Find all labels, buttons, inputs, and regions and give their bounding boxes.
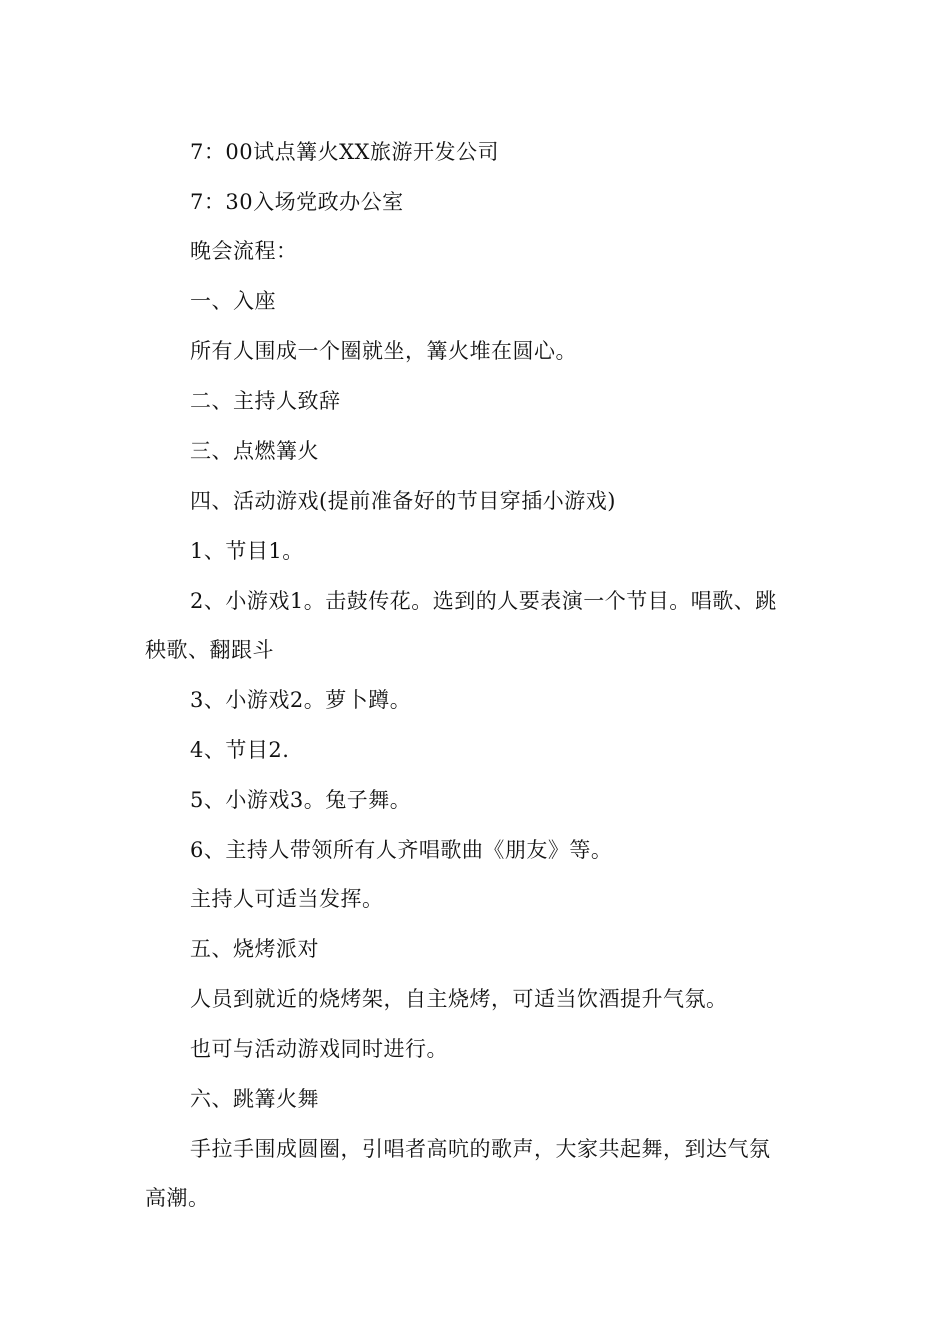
paragraph: 也可与活动游戏同时进行。 — [190, 1037, 448, 1061]
list-item: 3、小游戏2。萝卜蹲。 — [190, 688, 412, 712]
step-heading-1: 一、入座 — [190, 289, 276, 313]
paragraph: 主持人可适当发挥。 — [190, 887, 384, 911]
step-heading-6: 六、跳篝火舞 — [190, 1087, 319, 1111]
list-item-continuation: 秧歌、翻跟斗 — [145, 638, 274, 662]
list-item: 6、主持人带领所有人齐唱歌曲《朋友》等。 — [190, 838, 613, 862]
list-item: 1、节目1。 — [190, 539, 304, 563]
section-heading-flow: 晚会流程： — [190, 239, 298, 263]
schedule-line-2: 7：30入场党政办公室 — [190, 190, 404, 214]
list-item: 5、小游戏3。兔子舞。 — [190, 788, 412, 812]
list-item: 2、小游戏1。击鼓传花。选到的人要表演一个节目。唱歌、跳 — [190, 589, 777, 613]
paragraph: 人员到就近的烧烤架，自主烧烤，可适当饮酒提升气氛。 — [190, 987, 728, 1011]
paragraph-continuation: 高潮。 — [145, 1186, 210, 1210]
paragraph: 所有人围成一个圈就坐，篝火堆在圆心。 — [190, 339, 577, 363]
step-heading-5: 五、烧烤派对 — [190, 937, 319, 961]
step-heading-2: 二、主持人致辞 — [190, 389, 341, 413]
paragraph: 手拉手围成圆圈，引唱者高吭的歌声，大家共起舞，到达气氛 — [190, 1137, 771, 1161]
step-heading-3: 三、点燃篝火 — [190, 439, 319, 463]
schedule-line-1: 7：00试点篝火XX旅游开发公司 — [190, 140, 499, 164]
list-item: 4、节目2. — [190, 738, 290, 762]
step-heading-4: 四、活动游戏(提前准备好的节目穿插小游戏) — [190, 489, 616, 513]
